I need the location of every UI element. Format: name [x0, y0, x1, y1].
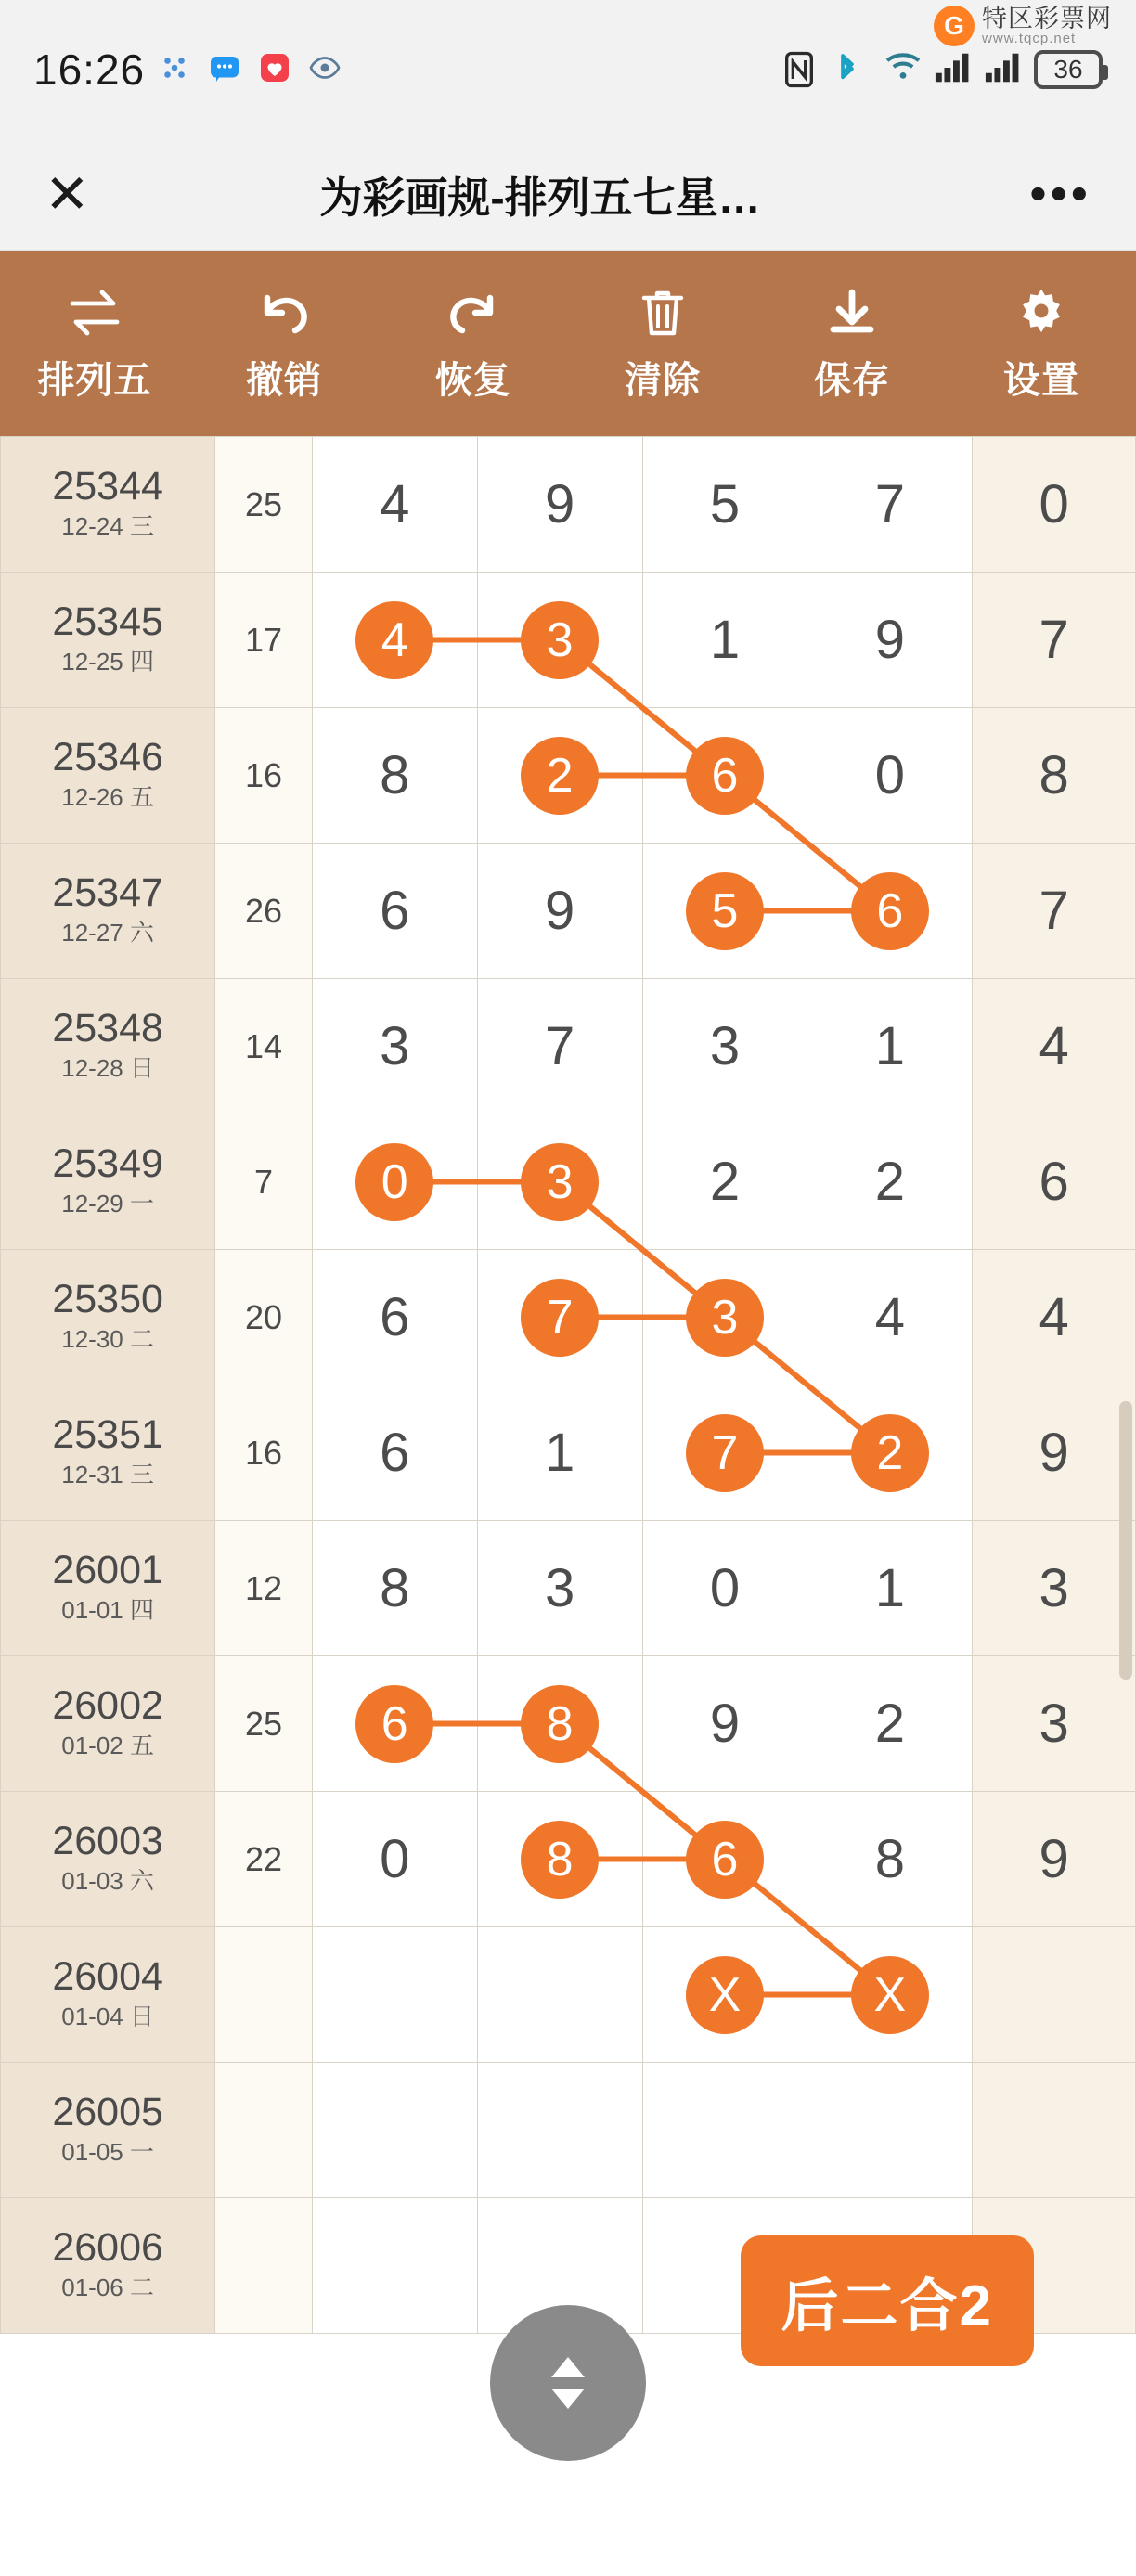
marked-digit: 7: [521, 1279, 599, 1357]
close-icon[interactable]: ✕: [45, 163, 90, 225]
sum-cell: [215, 2063, 313, 2198]
sum-value: 20: [244, 1297, 283, 1336]
table-row[interactable]: [1, 1792, 1136, 1927]
issue-number: 25351: [52, 1412, 163, 1458]
issue-date: 01-01 四: [61, 1596, 154, 1625]
digit-cell[interactable]: [807, 2063, 973, 2198]
battery-level: 36: [1053, 55, 1083, 84]
digit-value: 4: [1039, 1287, 1069, 1347]
marked-digit: 8: [521, 1685, 599, 1763]
site-watermark: [934, 6, 1112, 46]
status-right-group: [783, 50, 1103, 89]
issue-cell: [1, 437, 215, 573]
issue-cell: [1, 1114, 215, 1250]
digit-cell[interactable]: [477, 1114, 642, 1250]
digit-cell[interactable]: [642, 1114, 807, 1250]
redo-icon: [445, 284, 501, 341]
digit-value: 0: [1039, 474, 1069, 535]
marked-digit: 8: [521, 1821, 599, 1899]
digit-cell[interactable]: [807, 1385, 973, 1521]
digit-value: 9: [874, 610, 905, 670]
issue-date: 01-05 一: [61, 2138, 154, 2167]
digit-value: 3: [1039, 1694, 1069, 1754]
digit-cell[interactable]: [973, 844, 1136, 979]
marked-digit: 3: [521, 1143, 599, 1221]
undo-icon: [256, 284, 312, 341]
digit-value: 1: [544, 1423, 575, 1483]
digit-cell[interactable]: [973, 1250, 1136, 1385]
toolbar-item-clear[interactable]: [568, 284, 757, 404]
digit-value: 0: [380, 1829, 410, 1889]
toolbar-item-undo[interactable]: [189, 284, 379, 404]
table-row[interactable]: [1, 708, 1136, 844]
toolbar-item-settings[interactable]: [947, 284, 1136, 404]
bluetooth-icon: [833, 51, 871, 88]
swap-icon: [67, 284, 123, 341]
table-row[interactable]: [1, 1656, 1136, 1792]
digit-cell[interactable]: [973, 1385, 1136, 1521]
status-clock: 16:26: [33, 45, 146, 94]
digit-cell[interactable]: [807, 979, 973, 1114]
issue-date: 12-27 六: [61, 919, 154, 947]
issue-date: 12-30 二: [61, 1325, 154, 1354]
toolbar-label-settings: 设置: [1003, 359, 1079, 401]
digit-cell[interactable]: [973, 437, 1136, 573]
digit-value: 3: [544, 1558, 575, 1618]
digit-cell[interactable]: [973, 708, 1136, 844]
sum-cell: [215, 1385, 313, 1521]
issue-number: 25345: [52, 599, 163, 645]
sum-value: 7: [253, 1162, 274, 1201]
digit-value: 0: [709, 1558, 741, 1618]
bluetooth-share-icon: [158, 51, 195, 88]
digit-cell[interactable]: [973, 1656, 1136, 1792]
digit-cell[interactable]: [312, 979, 477, 1114]
issue-date: 12-24 三: [61, 512, 154, 541]
marked-digit: X: [851, 1956, 929, 2034]
issue-cell: [1, 2063, 215, 2198]
digit-value: 6: [380, 1423, 410, 1483]
marked-digit: 2: [851, 1414, 929, 1492]
table-row[interactable]: [1, 437, 1136, 573]
digit-value: 9: [1039, 1423, 1069, 1483]
digit-cell[interactable]: [807, 1114, 973, 1250]
marked-digit: 5: [686, 872, 764, 950]
digit-value: 2: [874, 1152, 905, 1212]
marked-digit: 3: [686, 1279, 764, 1357]
issue-number: 26006: [52, 2225, 163, 2271]
digit-cell[interactable]: [642, 979, 807, 1114]
issue-number: 25349: [52, 1141, 163, 1187]
digit-value: 2: [709, 1152, 741, 1212]
digit-value: 6: [380, 881, 410, 941]
toolbar-label-clear: 清除: [625, 359, 701, 401]
digit-cell[interactable]: [477, 844, 642, 979]
digit-cell[interactable]: [312, 1114, 477, 1250]
digit-cell[interactable]: [642, 1250, 807, 1385]
issue-number: 25344: [52, 464, 163, 509]
save-icon: [826, 284, 878, 341]
table-row[interactable]: [1, 979, 1136, 1114]
digit-cell[interactable]: [477, 1656, 642, 1792]
sum-cell: [215, 1250, 313, 1385]
issue-date: 12-25 四: [61, 648, 154, 676]
digit-cell[interactable]: [642, 1792, 807, 1927]
digit-cell[interactable]: [477, 1927, 642, 2063]
digit-cell[interactable]: [973, 1521, 1136, 1656]
digit-cell[interactable]: [477, 1250, 642, 1385]
issue-number: 26003: [52, 1819, 163, 1864]
issue-cell: [1, 844, 215, 979]
sum-value: 17: [244, 620, 283, 659]
status-bar: [0, 0, 1136, 139]
digit-cell[interactable]: [312, 1250, 477, 1385]
digit-value: 9: [544, 881, 575, 941]
digit-cell[interactable]: [973, 1114, 1136, 1250]
health-icon: [258, 51, 295, 88]
issue-cell: [1, 1656, 215, 1792]
digit-cell[interactable]: [973, 2063, 1136, 2198]
watermark-text: [982, 6, 1112, 46]
message-icon: [208, 51, 245, 88]
gear-icon: [1014, 284, 1068, 341]
issue-date: 12-28 日: [61, 1054, 154, 1083]
digit-cell[interactable]: [642, 844, 807, 979]
digit-cell[interactable]: [807, 1927, 973, 2063]
marked-digit: 2: [521, 737, 599, 815]
sum-cell: [215, 979, 313, 1114]
sum-cell: [215, 1656, 313, 1792]
issue-date: 01-03 六: [61, 1867, 154, 1896]
issue-date: 01-06 二: [61, 2273, 154, 2302]
toolbar-label-save: 保存: [814, 359, 890, 401]
table-row[interactable]: [1, 1521, 1136, 1656]
trash-icon: [638, 284, 688, 341]
sum-cell: [215, 1521, 313, 1656]
watermark-title: 特区彩票网: [982, 5, 1112, 32]
digit-cell[interactable]: [312, 437, 477, 573]
scroll-handle-button[interactable]: [490, 2305, 646, 2461]
issue-cell: [1, 1927, 215, 2063]
sum-value: 14: [244, 1026, 283, 1065]
digit-value: 8: [380, 1558, 410, 1618]
sum-cell: [215, 1114, 313, 1250]
more-options-icon[interactable]: •••: [1029, 166, 1091, 221]
digit-value: 6: [380, 1287, 410, 1347]
sum-value: 26: [244, 891, 283, 930]
page-title: 为彩画规-排列五七星…: [319, 173, 761, 222]
sum-value: 25: [244, 484, 283, 523]
table-row[interactable]: [1, 1250, 1136, 1385]
digit-value: 0: [874, 745, 905, 805]
issue-number: 26002: [52, 1683, 163, 1729]
sum-cell: [215, 1792, 313, 1927]
table-row[interactable]: [1, 2063, 1136, 2198]
issue-date: 12-26 五: [61, 783, 154, 812]
issue-date: 01-04 日: [61, 2003, 154, 2031]
issue-number: 25347: [52, 870, 163, 916]
digit-cell[interactable]: [642, 1927, 807, 2063]
digit-cell[interactable]: [807, 437, 973, 573]
digit-value: 8: [1039, 745, 1069, 805]
digit-value: 1: [874, 1558, 905, 1618]
issue-number: 26001: [52, 1548, 163, 1593]
signal-icon-2: [984, 51, 1021, 88]
digit-value: 3: [380, 1016, 410, 1076]
watermark-url: www.tqcp.net: [982, 31, 1077, 47]
digit-value: 1: [709, 610, 741, 670]
digit-cell[interactable]: [807, 1656, 973, 1792]
signal-icon: [934, 51, 971, 88]
digit-cell[interactable]: [642, 1521, 807, 1656]
sum-value: 16: [244, 1433, 283, 1472]
digit-value: 7: [1039, 610, 1069, 670]
digit-value: 6: [1039, 1152, 1069, 1212]
issue-number: 26004: [52, 1954, 163, 2000]
issue-number: 25350: [52, 1277, 163, 1322]
digit-cell[interactable]: [642, 437, 807, 573]
issue-cell: [1, 1521, 215, 1656]
sum-value: 25: [244, 1704, 283, 1743]
table-row[interactable]: [1, 1385, 1136, 1521]
marked-digit: 4: [355, 601, 433, 679]
digit-value: 2: [874, 1694, 905, 1754]
digit-cell[interactable]: [973, 1927, 1136, 2063]
table-row[interactable]: [1, 1114, 1136, 1250]
digit-cell[interactable]: [477, 573, 642, 708]
toolbar-label-redo: 恢复: [435, 359, 511, 401]
marked-digit: 6: [355, 1685, 433, 1763]
issue-number: 25348: [52, 1006, 163, 1051]
sum-cell: [215, 573, 313, 708]
issue-date: 12-31 三: [61, 1461, 154, 1489]
pattern-label-badge[interactable]: 后二合2: [741, 2235, 1034, 2366]
marked-digit: 3: [521, 601, 599, 679]
digit-cell[interactable]: [312, 1927, 477, 2063]
digit-value: 7: [544, 1016, 575, 1076]
digit-cell[interactable]: [312, 2063, 477, 2198]
issue-cell: [1, 1385, 215, 1521]
digit-value: 1: [874, 1016, 905, 1076]
eye-icon: [308, 51, 345, 88]
marked-digit: 7: [686, 1414, 764, 1492]
digit-value: 5: [709, 474, 741, 535]
issue-cell: [1, 708, 215, 844]
digit-value: 3: [709, 1016, 741, 1076]
digit-value: 7: [874, 474, 905, 535]
sum-cell: [215, 708, 313, 844]
toolbar-item-redo[interactable]: [379, 284, 568, 404]
digit-cell[interactable]: [477, 708, 642, 844]
sum-value: 16: [244, 755, 283, 794]
digit-cell[interactable]: [807, 844, 973, 979]
issue-number: 26005: [52, 2090, 163, 2135]
digit-cell[interactable]: [312, 1521, 477, 1656]
digit-cell[interactable]: [642, 708, 807, 844]
marked-digit: 6: [686, 737, 764, 815]
toolbar-label-undo: 撤销: [246, 359, 322, 401]
lottery-grid-container[interactable]: [0, 436, 1136, 2576]
digit-cell[interactable]: [973, 573, 1136, 708]
digit-cell[interactable]: [312, 1656, 477, 1792]
digit-cell[interactable]: [312, 2198, 477, 2334]
marked-digit: 0: [355, 1143, 433, 1221]
digit-cell[interactable]: [642, 2063, 807, 2198]
digit-cell[interactable]: [642, 1385, 807, 1521]
toolbar: [0, 251, 1136, 436]
issue-number: 25346: [52, 735, 163, 780]
digit-value: 4: [1039, 1016, 1069, 1076]
up-down-arrows-icon: [529, 2344, 607, 2422]
digit-value: 4: [874, 1287, 905, 1347]
sum-cell: [215, 844, 313, 979]
sum-cell: [215, 437, 313, 573]
watermark-badge: G: [934, 6, 975, 46]
digit-cell[interactable]: [807, 1521, 973, 1656]
marked-digit: 6: [686, 1821, 764, 1899]
digit-cell[interactable]: [312, 708, 477, 844]
nfc-icon: [783, 51, 820, 88]
issue-cell: [1, 1250, 215, 1385]
digit-value: 9: [1039, 1829, 1069, 1889]
toolbar-label-lottery-type: 排列五: [37, 359, 152, 401]
marked-digit: 6: [851, 872, 929, 950]
digit-value: 4: [380, 474, 410, 535]
digit-cell[interactable]: [642, 1656, 807, 1792]
digit-cell[interactable]: [477, 437, 642, 573]
sum-value: 22: [244, 1839, 283, 1878]
sum-cell: [215, 2198, 313, 2334]
digit-cell[interactable]: [477, 979, 642, 1114]
issue-cell: [1, 1792, 215, 1927]
vertical-scrollbar[interactable]: [1119, 1401, 1132, 1680]
digit-value: 9: [544, 474, 575, 535]
toolbar-item-lottery-type[interactable]: [0, 284, 189, 404]
digit-cell[interactable]: [477, 1792, 642, 1927]
issue-cell: [1, 2198, 215, 2334]
digit-cell[interactable]: [312, 573, 477, 708]
digit-cell[interactable]: [477, 2063, 642, 2198]
digit-cell[interactable]: [642, 573, 807, 708]
digit-cell[interactable]: [973, 979, 1136, 1114]
digit-cell[interactable]: [312, 1385, 477, 1521]
table-row[interactable]: [1, 573, 1136, 708]
digit-cell[interactable]: [807, 708, 973, 844]
digit-value: 9: [709, 1694, 741, 1754]
digit-value: 8: [380, 745, 410, 805]
toolbar-item-save[interactable]: [757, 284, 947, 404]
issue-cell: [1, 979, 215, 1114]
digit-cell[interactable]: [312, 1792, 477, 1927]
marked-digit: X: [686, 1956, 764, 2034]
sum-value: 12: [244, 1568, 283, 1607]
title-bar: [0, 139, 1136, 251]
digit-value: 7: [1039, 881, 1069, 941]
sum-cell: [215, 1927, 313, 2063]
lottery-grid: [0, 436, 1136, 2334]
issue-cell: [1, 573, 215, 708]
issue-date: 01-02 五: [61, 1732, 154, 1760]
digit-cell[interactable]: [807, 1250, 973, 1385]
digit-cell[interactable]: [807, 573, 973, 708]
digit-cell[interactable]: [312, 844, 477, 979]
wifi-icon: [884, 51, 921, 88]
issue-date: 12-29 一: [61, 1190, 154, 1218]
digit-cell[interactable]: [477, 1385, 642, 1521]
digit-value: 3: [1039, 1558, 1069, 1618]
table-row[interactable]: [1, 1927, 1136, 2063]
battery-indicator: [1034, 50, 1103, 89]
digit-cell[interactable]: [973, 1792, 1136, 1927]
digit-cell[interactable]: [477, 1521, 642, 1656]
digit-value: 8: [874, 1829, 905, 1889]
status-left-group: [33, 45, 345, 95]
table-row[interactable]: [1, 844, 1136, 979]
digit-cell[interactable]: [807, 1792, 973, 1927]
